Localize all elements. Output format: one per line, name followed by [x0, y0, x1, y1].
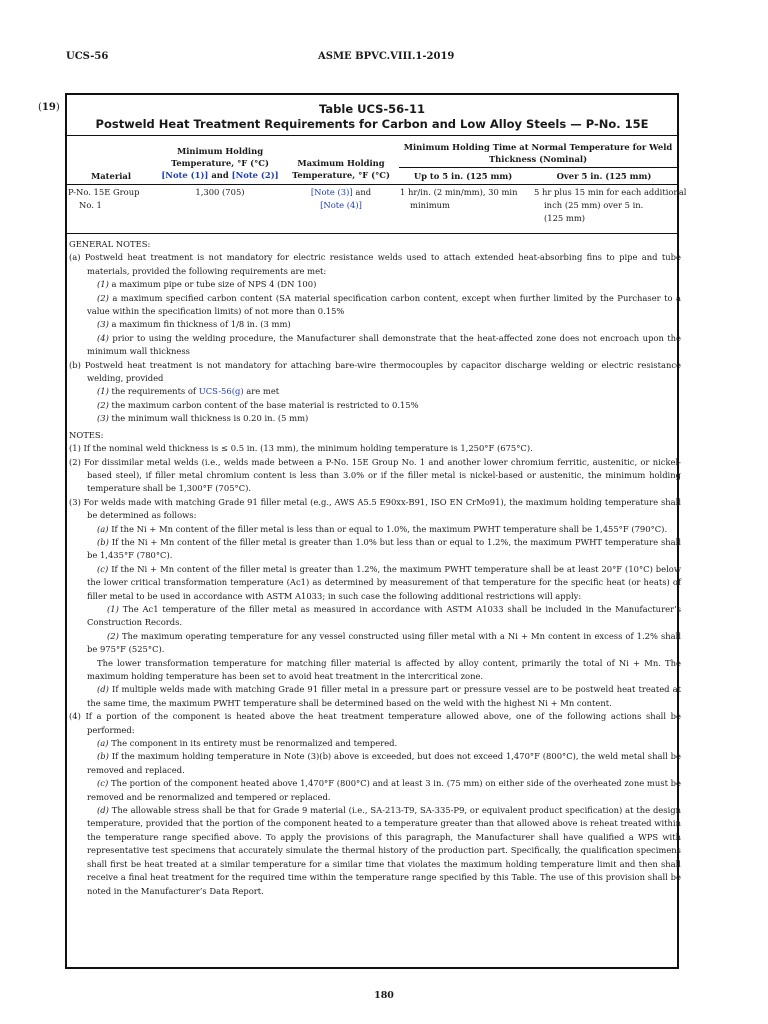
- general-note-a4: (4) prior to using the welding procedure, the Manufacturer shall demonstrate that the heat-affected zone does not encroach upon the minimum wall thickness: [87, 332, 681, 357]
- rule-top: [67, 135, 677, 136]
- notes-heading: NOTES:: [69, 429, 104, 440]
- general-note-a1: (1) a maximum pipe or tube size of NPS 4 (DN 100): [97, 279, 317, 290]
- rule-header: [67, 184, 677, 185]
- note-3c2: (2) The maximum operating temperature for any vessel constructed using filler metal with a Ni + Mn content in excess of 1.2% shall be 975°F (525°C).: [87, 630, 681, 655]
- cell-up-to: 1 hr/in. (2 min/mm), 30 min minimum: [400, 187, 518, 210]
- header-over: Over 5 in. (125 mm): [556, 171, 652, 181]
- note-4-link[interactable]: [Note (4)]: [320, 200, 362, 210]
- note-1-link[interactable]: [Note (1)]: [161, 170, 209, 180]
- page-number: 180: [374, 990, 394, 1001]
- general-note-a2: (2) a maximum specified carbon content (SA material specification carbon content, except when further limited by the Purchaser to a value within the specification limits) of not more than 0.15%: [87, 292, 681, 317]
- note-2: (2) For dissimilar metal welds (i.e., welds made between a P-No. 15E Group No. 1 and another lower chromium ferritic, austenitic, or nickel-based steel), if filler metal chromium content is less than 3.0% or if the filler metal is nickel-based or austenitic, the minimum holding temperature shall be 1,300°F (705°C).: [69, 456, 681, 494]
- notes-section: [69, 238, 681, 898]
- note-4a: (a) The component in its entirety must be renormalized and tempered.: [97, 738, 398, 749]
- cell-material: P-No. 15E Group No. 1: [68, 187, 140, 210]
- general-note-b: (b) Postweld heat treatment is not mandatory for attaching bare-wire thermocouples by capacitor discharge welding or electric resistance welding, provided: [69, 359, 681, 384]
- table-subtitle: Postweld Heat Treatment Requirements for Carbon and Low Alloy Steels — P-No. 15E: [95, 117, 649, 131]
- note-4b: (b) If the maximum holding temperature in Note (3)(b) above is exceeded, but does not exceed 1,470°F (800°C), the weld metal shall be removed and replaced.: [87, 751, 681, 775]
- header-min-temp: Minimum Holding Temperature, °F (°C) [Note (1)] and [Note (2)]: [161, 146, 279, 180]
- general-notes-heading: GENERAL NOTES:: [69, 239, 151, 249]
- ucs-56g-link[interactable]: UCS-56(g): [198, 386, 244, 397]
- cell-min-temp: 1,300 (705): [195, 187, 245, 197]
- general-note-a3: (3) a maximum fin thickness of 1/8 in. (3 mm): [97, 319, 291, 330]
- rule-body: [67, 233, 677, 234]
- running-header-section: UCS-56: [66, 51, 109, 62]
- general-note-a: (a) Postweld heat treatment is not mandatory for electric resistance welds used to attach extended heat-absorbing fins to pipe and tube materials, provided the following requirements are met:: [69, 252, 681, 276]
- note-2-link[interactable]: [Note (2)]: [231, 170, 279, 180]
- cell-over: 5 hr plus 15 min for each additional inch (25 mm) over 5 in. (125 mm): [534, 187, 687, 223]
- note-3c: (c) If the Ni + Mn content of the filler metal is greater than 1.2%, the maximum PWHT temperature shall be at least 20°F (10°C) below the lower critical transformation temperature (Ac1) as determined by measurement of that temperature for the specific heat (or heats) of filler metal to be used in accordance with ASTM A1033; in such case the following additional restrictions will apply:: [87, 563, 681, 601]
- note-4d: (d) The allowable stress shall be that for Grade 9 material (i.e., SA-213-T9, SA-335-P9, or equivalent product specification) at the design temperature, provided that the portion of the component heated to a temperature greater than that allowed above is reheat treated within the temperature range specified above. To apply the provisions of this paragraph, the Manufacturer shall have qualified a WPS with representative test specimens that accurately simulate the thermal history of the production part. Specifically, the qualification specimens shall first be heat treated at a similar temperature for a similar time that violates the maximum holding temperature limit and then shall receive a final heat treatment for the required time within the temperature range specified by this Table. The use of this provision shall be noted in the Manufacturer’s Data Report.: [87, 805, 681, 896]
- cell-max-temp: [Note (3)] and [Note (4)]: [310, 187, 372, 210]
- general-note-b2: (2) the maximum carbon content of the base material is restricted to 0.15%: [97, 399, 419, 410]
- table-frame: [65, 93, 687, 969]
- general-note-b1: (1) the requirements of UCS-56(g) are met: [97, 386, 280, 397]
- header-time-group: Minimum Holding Time at Normal Temperature for Weld Thickness (Nominal): [403, 142, 673, 164]
- note-3d: (d) If multiple welds made with matching Grade 91 filler metal in a pressure part or pressure vessel are to be postweld heat treated at the same time, the maximum PWHT temperature shall be determined based on the weld with the highest Ni + Mn content.: [87, 684, 681, 708]
- table-title: Table UCS-56-11: [319, 102, 425, 116]
- header-up-to: Up to 5 in. (125 mm): [413, 171, 513, 181]
- note-3c1: (1) The Ac1 temperature of the filler metal as measured in accordance with ASTM A1033 shall be included in the Manufacturer’s Construction Records.: [87, 603, 681, 628]
- note-3b: (b) If the Ni + Mn content of the filler metal is greater than 1.0% but less than or equal to 1.2%, the maximum PWHT temperature shall be 1,435°F (780°C).: [87, 536, 682, 561]
- note-4c: (c) The portion of the component heated above 1,470°F (800°C) and at least 3 in. (75 mm) on either side of the overheated zone must be removed and be renormalized and tempered or replaced.: [87, 778, 681, 802]
- header-material: Material: [90, 171, 132, 181]
- note-3-link[interactable]: [Note (3)]: [310, 187, 353, 197]
- note-1: (1) If the nominal weld thickness is ≤ 0.5 in. (13 mm), the minimum holding temperature is 1,250°F (675°C).: [69, 443, 533, 454]
- revision-marker: (19): [38, 102, 60, 113]
- general-note-b3: (3) the minimum wall thickness is 0.20 in. (5 mm): [97, 413, 309, 424]
- note-3a: (a) If the Ni + Mn content of the filler metal is less than or equal to 1.0%, the maximum PWHT temperature shall be 1,455°F (790°C).: [97, 523, 668, 534]
- note-3-paragraph: The lower transformation temperature for matching filler material is affected by alloy content, primarily the total of Ni + Mn. The maximum holding temperature has been set to avoid heat treatment in the intercritical zone.: [87, 657, 681, 681]
- header-max-temp: Maximum Holding Temperature, °F (°C): [292, 158, 390, 180]
- running-header-code: ASME BPVC.VIII.1-2019: [318, 51, 455, 62]
- rule-subheader: [399, 167, 679, 168]
- note-3: (3) For welds made with matching Grade 91 filler metal (e.g., AWS A5.5 E90xx-B91, ISO EN CrMo91), the maximum holding temperature shall be determined as follows:: [69, 496, 681, 521]
- note-4: (4) If a portion of the component is heated above the heat treatment temperature allowed above, one of the following actions shall be performed:: [69, 711, 681, 735]
